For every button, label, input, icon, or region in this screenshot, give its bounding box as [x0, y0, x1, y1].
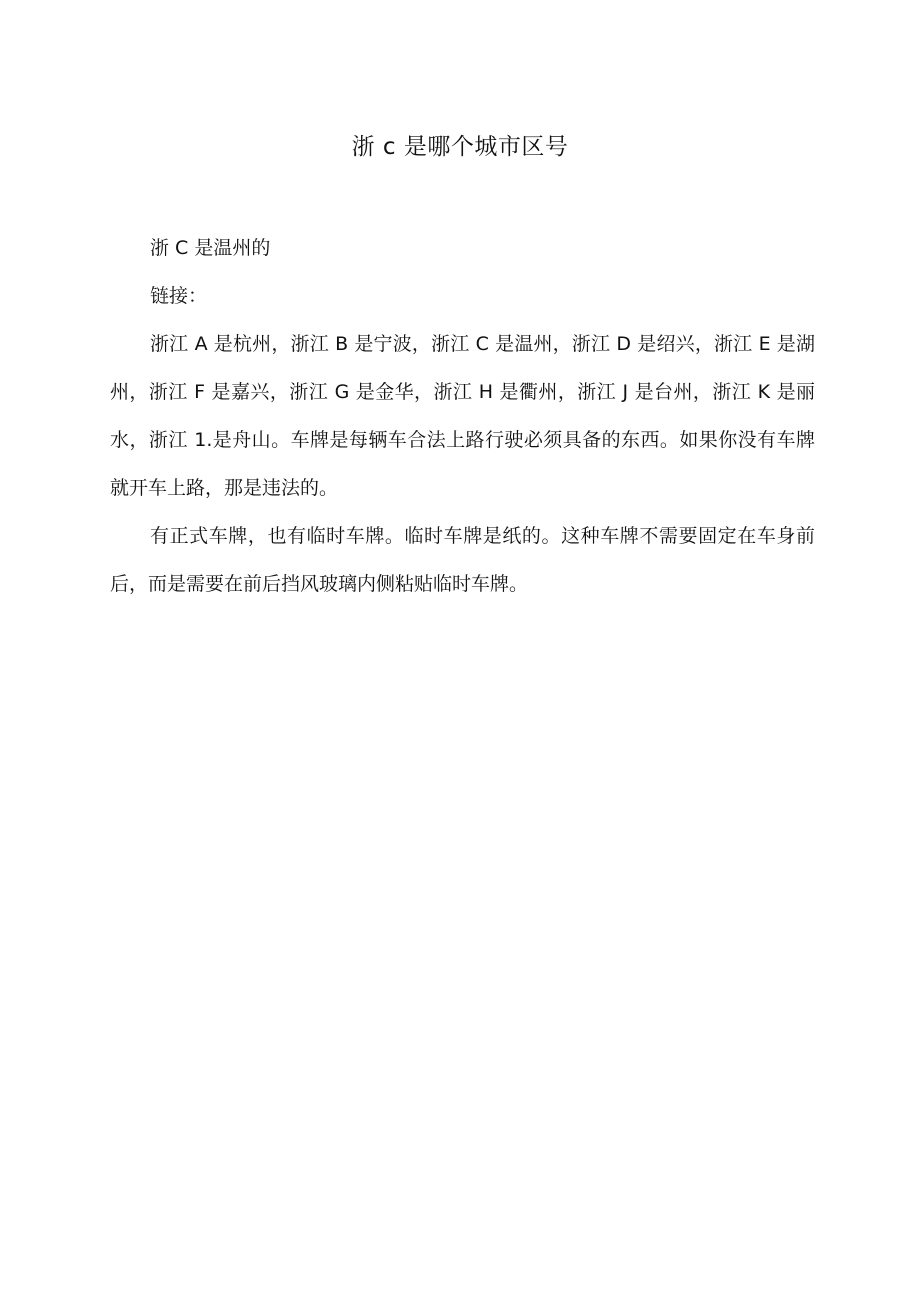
paragraph-answer: 浙 C 是温州的	[150, 237, 271, 259]
document-title: 浙 c 是哪个城市区号	[351, 134, 569, 160]
document-body	[110, 224, 815, 608]
paragraph-link-label: 链接：	[150, 285, 208, 307]
paragraph-temporary-plate: 有正式车牌，也有临时车牌。临时车牌是纸的。这种车牌不需要固定在车身前后，而是需要在前后挡风玻璃内侧粘贴临时车牌。	[110, 525, 815, 595]
paragraph-plate-list: 浙江 A 是杭州，浙江 B 是宁波，浙江 C 是温州，浙江 D 是绍兴，浙江 E 是湖州，浙江 F 是嘉兴，浙江 G 是金华，浙江 H 是衢州，浙江 J 是台州，浙江 K 是丽水，浙江 1.是舟山。车牌是每辆车合法上路行驶必须具备的东西。如果你没有车牌就开车上路，那是违法的。	[110, 333, 815, 499]
